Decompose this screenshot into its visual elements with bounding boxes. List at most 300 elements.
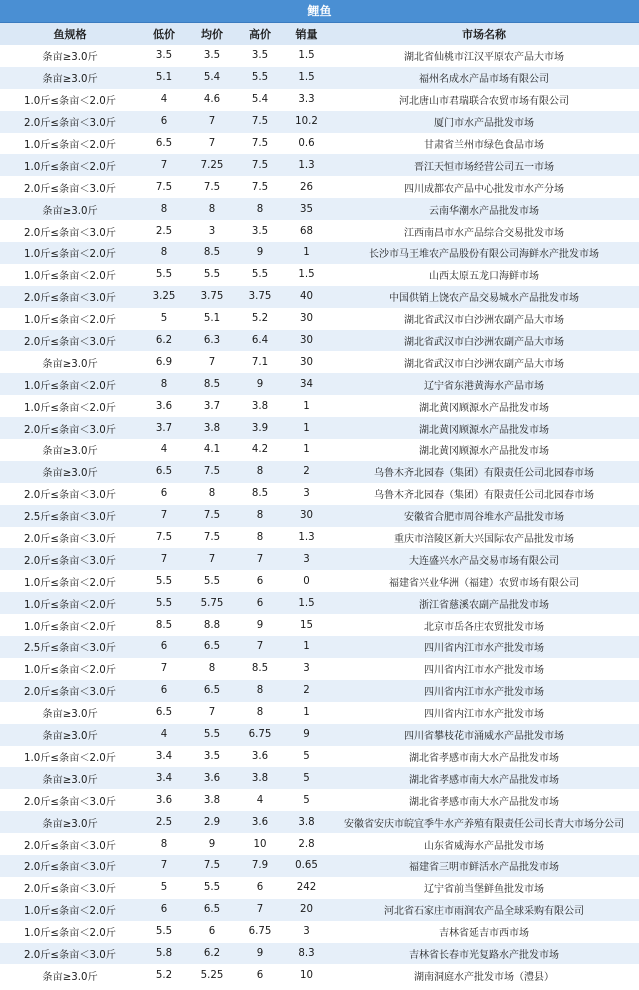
cell-high-price: 10 [236,833,284,855]
cell-avg-price: 3.5 [188,746,236,768]
cell-volume: 0.6 [284,133,329,155]
table-row [0,461,639,483]
cell-volume: 5 [284,767,329,789]
cell-spec: 条亩≥3.0斤 [0,767,140,789]
table-row [0,198,639,220]
cell-low-price: 2.5 [140,811,188,833]
cell-volume: 5 [284,746,329,768]
cell-volume: 1 [284,702,329,724]
cell-avg-price: 5.5 [188,724,236,746]
cell-low-price: 6.2 [140,330,188,352]
cell-market: 吉林省长春市光复路水产批发市场 [329,943,639,965]
cell-high-price: 8 [236,680,284,702]
cell-high-price: 3.5 [236,220,284,242]
cell-market: 辽宁省前当堡鲜鱼批发市场 [329,877,639,899]
cell-low-price: 5 [140,877,188,899]
cell-avg-price: 5.5 [188,264,236,286]
cell-volume: 2 [284,461,329,483]
cell-volume: 1 [284,395,329,417]
cell-avg-price: 5.75 [188,592,236,614]
cell-high-price: 8 [236,198,284,220]
cell-avg-price: 5.4 [188,67,236,89]
table-row [0,154,639,176]
cell-high-price: 3.9 [236,417,284,439]
cell-market: 辽宁省东港黄海水产品市场 [329,373,639,395]
cell-market: 湖北省仙桃市江汉平原农产品大市场 [329,45,639,67]
cell-avg-price: 3.8 [188,417,236,439]
cell-spec: 2.0斤≤条亩＜3.0斤 [0,176,140,198]
table-row [0,658,639,680]
cell-low-price: 8.5 [140,614,188,636]
cell-spec: 1.0斤≤条亩＜2.0斤 [0,242,140,264]
cell-spec: 2.0斤≤条亩＜3.0斤 [0,855,140,877]
cell-volume: 34 [284,373,329,395]
cell-avg-price: 6.3 [188,330,236,352]
cell-market: 安徽省合肥市周谷堆水产品批发市场 [329,505,639,527]
cell-volume: 30 [284,351,329,373]
cell-high-price: 6 [236,877,284,899]
header-avg-price: 均价 [188,23,236,45]
cell-high-price: 6 [236,964,284,986]
cell-avg-price: 3.5 [188,45,236,67]
cell-volume: 15 [284,614,329,636]
cell-spec: 2.0斤≤条亩＜3.0斤 [0,286,140,308]
cell-low-price: 8 [140,373,188,395]
table-row [0,351,639,373]
table-row [0,373,639,395]
cell-high-price: 8 [236,702,284,724]
cell-volume: 68 [284,220,329,242]
cell-high-price: 7.5 [236,111,284,133]
cell-avg-price: 3.7 [188,395,236,417]
cell-volume: 3 [284,548,329,570]
cell-high-price: 8.5 [236,483,284,505]
cell-avg-price: 7 [188,111,236,133]
cell-high-price: 5.2 [236,308,284,330]
cell-high-price: 7.5 [236,133,284,155]
cell-market: 晋江天恒市场经营公司五一市场 [329,154,639,176]
cell-market: 四川省攀枝花市涌威水产品批发市场 [329,724,639,746]
cell-high-price: 8.5 [236,658,284,680]
cell-avg-price: 8 [188,658,236,680]
cell-spec: 1.0斤≤条亩＜2.0斤 [0,264,140,286]
cell-avg-price: 7.5 [188,527,236,549]
cell-avg-price: 5.25 [188,964,236,986]
cell-market: 吉林省延吉市西市场 [329,921,639,943]
cell-avg-price: 7 [188,133,236,155]
cell-high-price: 5.5 [236,264,284,286]
cell-low-price: 5.1 [140,67,188,89]
cell-low-price: 4 [140,724,188,746]
table-row [0,592,639,614]
table-row [0,111,639,133]
cell-market: 四川省内江市水产批发市场 [329,680,639,702]
header-low-price: 低价 [140,23,188,45]
cell-low-price: 6 [140,111,188,133]
cell-spec: 条亩≥3.0斤 [0,702,140,724]
cell-volume: 0 [284,570,329,592]
cell-spec: 1.0斤≤条亩＜2.0斤 [0,154,140,176]
cell-low-price: 5 [140,308,188,330]
cell-low-price: 5.2 [140,964,188,986]
cell-market: 湖北省孝感市南大水产品批发市场 [329,767,639,789]
table-row [0,286,639,308]
cell-low-price: 6 [140,899,188,921]
cell-spec: 1.0斤≤条亩＜2.0斤 [0,395,140,417]
cell-high-price: 9 [236,614,284,636]
cell-market: 四川省内江市水产批发市场 [329,636,639,658]
cell-low-price: 3.7 [140,417,188,439]
cell-low-price: 5.5 [140,921,188,943]
cell-low-price: 8 [140,242,188,264]
cell-spec: 1.0斤≤条亩＜2.0斤 [0,373,140,395]
cell-market: 长沙市马王堆农产品股份有限公司海鲜水产批发市场 [329,242,639,264]
cell-avg-price: 3.8 [188,789,236,811]
cell-avg-price: 7 [188,351,236,373]
cell-volume: 1 [284,417,329,439]
cell-spec: 1.0斤≤条亩＜2.0斤 [0,308,140,330]
header-high-price: 高价 [236,23,284,45]
cell-volume: 26 [284,176,329,198]
cell-market: 湖北省孝感市南大水产品批发市场 [329,746,639,768]
cell-high-price: 7 [236,548,284,570]
cell-market: 湖北黄冈顾源水产品批发市场 [329,439,639,461]
cell-market: 大连盛兴水产品交易市场有限公司 [329,548,639,570]
cell-low-price: 6.9 [140,351,188,373]
cell-market: 湖北省武汉市白沙洲农副产品大市场 [329,351,639,373]
cell-avg-price: 6.5 [188,680,236,702]
cell-high-price: 3.8 [236,395,284,417]
cell-low-price: 5.8 [140,943,188,965]
table-body [0,45,639,986]
price-table [0,23,639,986]
cell-low-price: 7 [140,154,188,176]
table-title: 鲤鱼 [0,0,639,23]
cell-volume: 9 [284,724,329,746]
cell-spec: 2.0斤≤条亩＜3.0斤 [0,680,140,702]
table-row [0,89,639,111]
cell-volume: 3.8 [284,811,329,833]
cell-market: 湖北黄冈顾源水产品批发市场 [329,395,639,417]
cell-spec: 2.0斤≤条亩＜3.0斤 [0,877,140,899]
cell-low-price: 7 [140,855,188,877]
cell-avg-price: 6.5 [188,636,236,658]
cell-spec: 1.0斤≤条亩＜2.0斤 [0,899,140,921]
cell-low-price: 5.5 [140,570,188,592]
table-row [0,636,639,658]
cell-market: 福州名成水产品市场有限公司 [329,67,639,89]
cell-volume: 3 [284,483,329,505]
cell-volume: 1.5 [284,592,329,614]
cell-high-price: 6.75 [236,921,284,943]
cell-low-price: 8 [140,833,188,855]
cell-low-price: 7.5 [140,176,188,198]
cell-market: 山东省威海水产品批发市场 [329,833,639,855]
table-row [0,133,639,155]
cell-market: 厦门市水产品批发市场 [329,111,639,133]
cell-volume: 10.2 [284,111,329,133]
cell-volume: 20 [284,899,329,921]
cell-market: 乌鲁木齐北园春（集团）有限责任公司北园春市场 [329,483,639,505]
cell-spec: 1.0斤≤条亩＜2.0斤 [0,614,140,636]
cell-avg-price: 8 [188,483,236,505]
cell-high-price: 7 [236,636,284,658]
cell-high-price: 8 [236,461,284,483]
cell-spec: 2.0斤≤条亩＜3.0斤 [0,483,140,505]
cell-volume: 10 [284,964,329,986]
cell-low-price: 4 [140,89,188,111]
cell-high-price: 9 [236,373,284,395]
cell-low-price: 6 [140,636,188,658]
cell-low-price: 7.5 [140,527,188,549]
cell-high-price: 6.75 [236,724,284,746]
cell-spec: 条亩≥3.0斤 [0,461,140,483]
cell-volume: 1.3 [284,527,329,549]
cell-volume: 3 [284,921,329,943]
cell-avg-price: 6 [188,921,236,943]
cell-spec: 2.0斤≤条亩＜3.0斤 [0,789,140,811]
cell-avg-price: 3 [188,220,236,242]
cell-high-price: 4.2 [236,439,284,461]
table-row [0,833,639,855]
cell-high-price: 6.4 [236,330,284,352]
cell-spec: 2.5斤≤条亩＜3.0斤 [0,505,140,527]
table-row [0,417,639,439]
cell-avg-price: 8.5 [188,373,236,395]
table-row [0,964,639,986]
cell-high-price: 7.5 [236,176,284,198]
cell-avg-price: 5.5 [188,877,236,899]
cell-volume: 1.3 [284,154,329,176]
cell-market: 乌鲁木齐北园春（集团）有限责任公司北园春市场 [329,461,639,483]
cell-volume: 1 [284,439,329,461]
cell-market: 湖北省武汉市白沙洲农副产品大市场 [329,308,639,330]
cell-spec: 条亩≥3.0斤 [0,724,140,746]
cell-low-price: 2.5 [140,220,188,242]
cell-volume: 30 [284,505,329,527]
cell-volume: 1.5 [284,264,329,286]
cell-volume: 30 [284,330,329,352]
cell-market: 河北省石家庄市雨润农产品全球采购有限公司 [329,899,639,921]
cell-market: 福建省三明市鲜活水产品批发市场 [329,855,639,877]
cell-high-price: 9 [236,943,284,965]
cell-low-price: 5.5 [140,264,188,286]
table-row [0,767,639,789]
cell-spec: 1.0斤≤条亩＜2.0斤 [0,89,140,111]
cell-market: 重庆市涪陵区新大兴国际农产品批发市场 [329,527,639,549]
cell-avg-price: 7 [188,702,236,724]
header-market: 市场名称 [329,23,639,45]
cell-avg-price: 7.5 [188,176,236,198]
cell-high-price: 9 [236,242,284,264]
cell-low-price: 5.5 [140,592,188,614]
cell-high-price: 7.1 [236,351,284,373]
cell-market: 中国供销上饶农产品交易城水产品批发市场 [329,286,639,308]
cell-volume: 2 [284,680,329,702]
cell-low-price: 3.25 [140,286,188,308]
table-row [0,439,639,461]
cell-volume: 242 [284,877,329,899]
table-row [0,330,639,352]
cell-spec: 条亩≥3.0斤 [0,67,140,89]
table-row [0,921,639,943]
cell-market: 江西南昌市水产品综合交易批发市场 [329,220,639,242]
cell-avg-price: 4.6 [188,89,236,111]
cell-spec: 2.0斤≤条亩＜3.0斤 [0,417,140,439]
cell-high-price: 5.5 [236,67,284,89]
cell-volume: 2.8 [284,833,329,855]
cell-avg-price: 8.8 [188,614,236,636]
cell-volume: 0.65 [284,855,329,877]
table-row [0,680,639,702]
cell-volume: 1 [284,636,329,658]
cell-high-price: 3.75 [236,286,284,308]
table-row [0,789,639,811]
cell-low-price: 3.4 [140,746,188,768]
cell-spec: 1.0斤≤条亩＜2.0斤 [0,746,140,768]
table-row [0,242,639,264]
table-row [0,943,639,965]
cell-high-price: 6 [236,592,284,614]
cell-high-price: 3.5 [236,45,284,67]
cell-spec: 条亩≥3.0斤 [0,198,140,220]
cell-market: 河北唐山市君瑞联合农贸市场有限公司 [329,89,639,111]
cell-avg-price: 7.5 [188,505,236,527]
table-row [0,67,639,89]
cell-volume: 3.3 [284,89,329,111]
cell-avg-price: 7.25 [188,154,236,176]
table-row [0,45,639,67]
cell-high-price: 7.5 [236,154,284,176]
cell-low-price: 3.4 [140,767,188,789]
table-row [0,264,639,286]
cell-spec: 条亩≥3.0斤 [0,964,140,986]
cell-spec: 条亩≥3.0斤 [0,439,140,461]
cell-avg-price: 9 [188,833,236,855]
cell-spec: 2.5斤≤条亩＜3.0斤 [0,636,140,658]
cell-market: 四川成都农产品中心批发市水产分场 [329,176,639,198]
cell-high-price: 3.6 [236,811,284,833]
cell-spec: 1.0斤≤条亩＜2.0斤 [0,133,140,155]
cell-volume: 3 [284,658,329,680]
cell-volume: 5 [284,789,329,811]
cell-spec: 1.0斤≤条亩＜2.0斤 [0,570,140,592]
cell-volume: 40 [284,286,329,308]
cell-high-price: 3.6 [236,746,284,768]
cell-spec: 2.0斤≤条亩＜3.0斤 [0,220,140,242]
table-row [0,570,639,592]
cell-spec: 1.0斤≤条亩＜2.0斤 [0,592,140,614]
cell-avg-price: 6.5 [188,899,236,921]
header-row [0,23,639,45]
table-row [0,899,639,921]
cell-spec: 条亩≥3.0斤 [0,45,140,67]
table-row [0,614,639,636]
cell-market: 云南华潮水产品批发市场 [329,198,639,220]
cell-avg-price: 7 [188,548,236,570]
table-row [0,855,639,877]
cell-market: 湖北黄冈顾源水产品批发市场 [329,417,639,439]
table-row [0,483,639,505]
table-row [0,877,639,899]
cell-high-price: 8 [236,527,284,549]
cell-volume: 1.5 [284,45,329,67]
cell-avg-price: 7.5 [188,855,236,877]
cell-market: 四川省内江市水产批发市场 [329,702,639,724]
cell-spec: 1.0斤≤条亩＜2.0斤 [0,658,140,680]
cell-market: 湖南洞庭水产批发市场（澧县） [329,964,639,986]
table-row [0,505,639,527]
cell-high-price: 3.8 [236,767,284,789]
cell-market: 四川省内江市水产批发市场 [329,658,639,680]
cell-spec: 1.0斤≤条亩＜2.0斤 [0,921,140,943]
cell-avg-price: 8 [188,198,236,220]
header-spec: 鱼规格 [0,23,140,45]
cell-low-price: 3.5 [140,45,188,67]
table-row [0,220,639,242]
cell-avg-price: 6.2 [188,943,236,965]
cell-spec: 条亩≥3.0斤 [0,351,140,373]
cell-avg-price: 2.9 [188,811,236,833]
table-row [0,176,639,198]
cell-volume: 30 [284,308,329,330]
cell-avg-price: 3.6 [188,767,236,789]
cell-low-price: 7 [140,658,188,680]
cell-high-price: 7 [236,899,284,921]
cell-low-price: 3.6 [140,789,188,811]
table-row [0,548,639,570]
table-row [0,527,639,549]
cell-spec: 2.0斤≤条亩＜3.0斤 [0,111,140,133]
cell-low-price: 6 [140,680,188,702]
cell-low-price: 6.5 [140,461,188,483]
cell-market: 湖北省武汉市白沙洲农副产品大市场 [329,330,639,352]
cell-low-price: 7 [140,505,188,527]
cell-volume: 8.3 [284,943,329,965]
cell-spec: 2.0斤≤条亩＜3.0斤 [0,527,140,549]
cell-spec: 2.0斤≤条亩＜3.0斤 [0,330,140,352]
cell-high-price: 5.4 [236,89,284,111]
cell-volume: 35 [284,198,329,220]
cell-low-price: 7 [140,548,188,570]
cell-market: 山西太原五龙口海鲜市场 [329,264,639,286]
cell-low-price: 6 [140,483,188,505]
table-row [0,308,639,330]
cell-low-price: 6.5 [140,133,188,155]
cell-high-price: 4 [236,789,284,811]
table-row [0,811,639,833]
cell-avg-price: 8.5 [188,242,236,264]
cell-volume: 1.5 [284,67,329,89]
cell-spec: 条亩≥3.0斤 [0,811,140,833]
cell-spec: 2.0斤≤条亩＜3.0斤 [0,833,140,855]
header-volume: 销量 [284,23,329,45]
table-row [0,746,639,768]
cell-avg-price: 5.1 [188,308,236,330]
cell-low-price: 3.6 [140,395,188,417]
cell-market: 甘肃省兰州市绿色食品市场 [329,133,639,155]
table-row [0,395,639,417]
cell-market: 浙江省慈溪农副产品批发市场 [329,592,639,614]
cell-high-price: 8 [236,505,284,527]
cell-avg-price: 4.1 [188,439,236,461]
cell-low-price: 6.5 [140,702,188,724]
cell-high-price: 7.9 [236,855,284,877]
cell-volume: 1 [284,242,329,264]
table-row [0,724,639,746]
cell-market: 湖北省孝感市南大水产品批发市场 [329,789,639,811]
cell-market: 安徽省安庆市皖宜季牛水产养殖有限责任公司长青大市场分公司 [329,811,639,833]
